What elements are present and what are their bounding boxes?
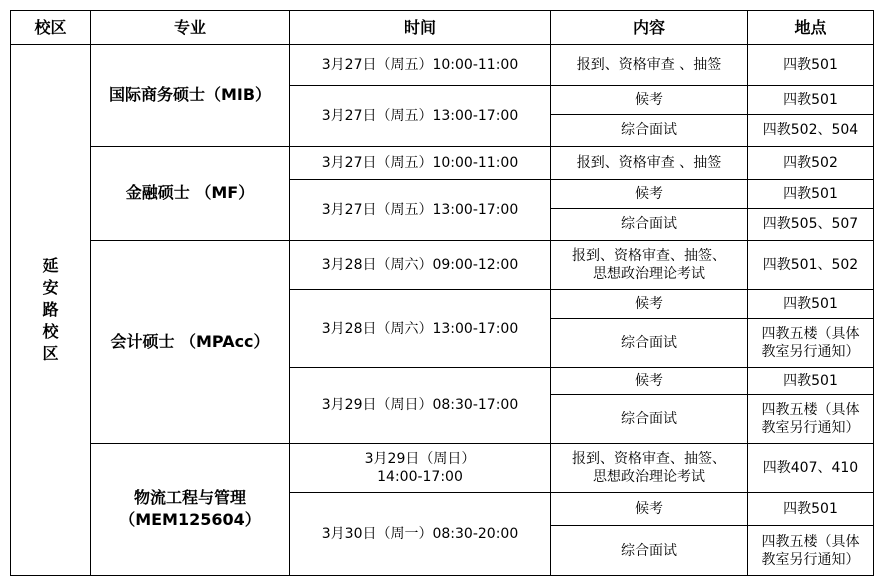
content-cell: 综合面试 <box>551 114 748 146</box>
time-cell: 3月30日（周一）08:30-20:00 <box>290 493 551 576</box>
location-cell: 四教五楼（具体 教室另行通知） <box>748 526 874 576</box>
time-cell: 3月27日（周五）13:00-17:00 <box>290 86 551 147</box>
location-cell: 四教五楼（具体 教室另行通知） <box>748 395 874 443</box>
content-cell: 候考 <box>551 367 748 394</box>
content-cell: 候考 <box>551 86 748 114</box>
content-cell: 候考 <box>551 290 748 318</box>
header-time: 时间 <box>290 11 551 45</box>
major-cell: 国际商务硕士（MIB） <box>91 45 290 147</box>
header-row <box>11 11 874 45</box>
time-cell: 3月29日（周日） 14:00-17:00 <box>290 443 551 492</box>
time-cell: 3月27日（周五）10:00-11:00 <box>290 146 551 179</box>
campus-char: 延 <box>42 256 59 275</box>
content-cell: 报到、资格审查 、抽签 <box>551 146 748 179</box>
location-cell: 四教501 <box>748 367 874 394</box>
time-cell: 3月27日（周五）13:00-17:00 <box>290 180 551 241</box>
location-cell: 四教501 <box>748 45 874 86</box>
location-cell: 四教501 <box>748 86 874 114</box>
campus-cell <box>11 45 91 576</box>
header-campus: 校区 <box>11 11 91 45</box>
location-cell: 四教502、504 <box>748 114 874 146</box>
location-cell: 四教501 <box>748 290 874 318</box>
content-cell: 候考 <box>551 493 748 526</box>
table-row <box>11 240 874 289</box>
time-cell: 3月27日（周五）10:00-11:00 <box>290 45 551 86</box>
time-cell: 3月29日（周日）08:30-17:00 <box>290 367 551 443</box>
header-major: 专业 <box>91 11 290 45</box>
content-cell: 报到、资格审查 、抽签 <box>551 45 748 86</box>
schedule-table <box>10 10 874 576</box>
content-cell: 综合面试 <box>551 395 748 443</box>
content-cell: 综合面试 <box>551 526 748 576</box>
campus-char: 区 <box>42 344 59 363</box>
content-cell: 报到、资格审查、抽签、 思想政治理论考试 <box>551 443 748 492</box>
table-row <box>11 45 874 86</box>
campus-char: 校 <box>42 322 59 341</box>
major-cell: 金融硕士 （MF） <box>91 146 290 240</box>
campus-char: 路 <box>42 300 59 319</box>
content-cell: 候考 <box>551 180 748 208</box>
content-cell: 综合面试 <box>551 318 748 367</box>
major-cell: 会计硕士 （MPAcc） <box>91 240 290 443</box>
table-row <box>11 443 874 492</box>
location-cell: 四教501、502 <box>748 240 874 289</box>
location-cell: 四教501 <box>748 493 874 526</box>
content-cell: 报到、资格审查、抽签、 思想政治理论考试 <box>551 240 748 289</box>
time-cell: 3月28日（周六）13:00-17:00 <box>290 290 551 368</box>
location-cell: 四教五楼（具体 教室另行通知） <box>748 318 874 367</box>
location-cell: 四教502 <box>748 146 874 179</box>
major-cell: 物流工程与管理 （MEM125604） <box>91 443 290 575</box>
header-content: 内容 <box>551 11 748 45</box>
table-row <box>11 146 874 179</box>
header-location: 地点 <box>748 11 874 45</box>
campus-char: 安 <box>42 278 59 297</box>
location-cell: 四教407、410 <box>748 443 874 492</box>
location-cell: 四教505、507 <box>748 208 874 240</box>
content-cell: 综合面试 <box>551 208 748 240</box>
location-cell: 四教501 <box>748 180 874 208</box>
time-cell: 3月28日（周六）09:00-12:00 <box>290 240 551 289</box>
